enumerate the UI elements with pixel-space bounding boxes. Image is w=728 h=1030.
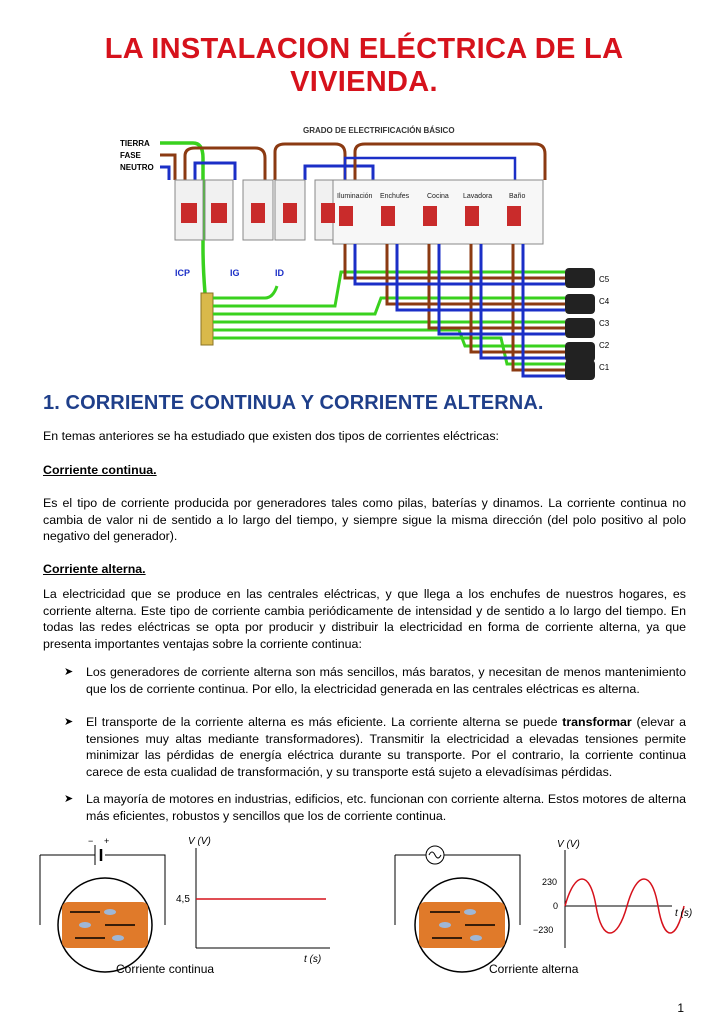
wire-label-tierra: TIERRA [120,139,150,148]
ac-tick-bottom: −230 [533,925,554,935]
earth-bus-bar [201,293,213,345]
bullet-2-post: (elevar a tensiones muy altas mediante transformadores). Transmitir la electricidad a elevadas tensiones permite minimizar las pérdidas de energía eléctrica durante su transporte. Por el contrario, la corriente continua carece de esta cualidad de transformación, y su transporte está sujeto a elevadísimas pérdidas. [86,715,686,779]
circuit-name-2: Enchufes [380,193,410,200]
dc-y-label: V (V) [188,836,211,847]
page-number: 1 [677,1001,684,1015]
ac-y-label: V (V) [557,839,580,850]
arrow-bullet-icon: ➤ [64,793,74,805]
circuit-name-3: Cocina [427,193,449,200]
breaker-label-id: ID [275,268,284,278]
bullet-item-1 [64,664,686,697]
bullet-text-3: La mayoría de motores en industrias, edificios, etc. funcionan con corriente alterna. Estos motores de alterna más eficientes, robustos y sencillos que los de corriente continua. [86,792,686,823]
circuit-wires [213,244,565,376]
electrical-panel-diagram [105,118,613,380]
arrow-bullet-icon: ➤ [64,716,74,728]
circuit-name-4: Lavadora [463,193,493,200]
breaker-label-ig: IG [230,268,240,278]
section-heading: 1. CORRIENTE CONTINUA Y CORRIENTE ALTERNA. [43,392,544,414]
dc-x-label: t (s) [304,954,322,965]
bullet-item-3 [64,791,686,824]
dc-value-label: 4,5 [176,894,190,905]
title-line-1: LA INSTALACION ELÉCTRICA DE LA [104,33,624,65]
wire-label-neutro: NEUTRO [120,163,154,172]
dc-heading: Corriente continua. [43,463,157,477]
circuit-name-1: Iluminación [337,193,373,200]
caption-ac: Corriente alterna [489,962,579,976]
bullet-2-pre: El transporte de la corriente alterna es más eficiente. La corriente alterna se puede [86,715,563,729]
battery-plus-sign: + [104,836,110,846]
bullet-text-1: Los generadores de corriente alterna son más sencillos, más baratos, y necesitan de menos mantenimiento que los de corriente continua. Por ello, la electricidad generada en las centrales eléctricas es alterna. [86,665,686,696]
ac-tick-zero: 0 [553,901,559,911]
wire-label-fase: FASE [120,151,141,160]
breaker-modules [175,180,543,244]
page-title [40,33,688,99]
bullet-item-2 [64,714,686,780]
circuit-name-5: Baño [509,193,526,200]
diagram-heading: GRADO DE ELECTRIFICACIÓN BÁSICO [303,126,455,135]
dc-paragraph: Es el tipo de corriente producida por generadores tales como pilas, baterías y dinamos. La corriente continua no cambia de valor ni de sentido a lo largo del tiempo, y siempre sigue la misma dirección (del polo positivo al polo negativo del generador). [43,496,686,543]
current-illustrations [0,830,728,980]
top-busbars [185,144,545,180]
arrow-bullet-icon: ➤ [64,666,74,678]
ac-paragraph: La electricidad que se produce en las centrales eléctricas, y que llega a los enchufes de nuestros hogares, es corriente alterna. Este tipo de corriente cambia periódicamente de intensidad y de sentido a lo largo del tiempo. En todas las redes eléctricas se opta por producir y distribuir la electricidad en forma de corriente alterna, ya que presenta importantes ventajas sobre la corriente continua: [43,587,686,651]
cable-label-c1: C1 [599,363,610,372]
cable-label-c3: C3 [599,319,610,328]
cable-ends [565,268,595,380]
cable-label-c4: C4 [599,297,610,306]
breaker-label-icp: ICP [175,268,191,278]
ac-tick-top: 230 [542,877,558,887]
bullet-text-2 [86,714,686,780]
ac-heading: Corriente alterna. [43,562,146,576]
battery-minus-sign: − [88,836,94,846]
intro-paragraph: En temas anteriores se ha estudiado que existen dos tipos de corrientes eléctricas: [43,429,499,443]
title-line-2: VIVIENDA. [290,66,438,98]
cable-label-c5: C5 [599,275,610,284]
cable-label-c2: C2 [599,341,610,350]
ac-x-label: t (s) [675,908,693,919]
neutral-wire-in [160,167,169,180]
caption-dc: Corriente continua [116,962,215,976]
bullet-2-bold: transformar [562,715,632,729]
